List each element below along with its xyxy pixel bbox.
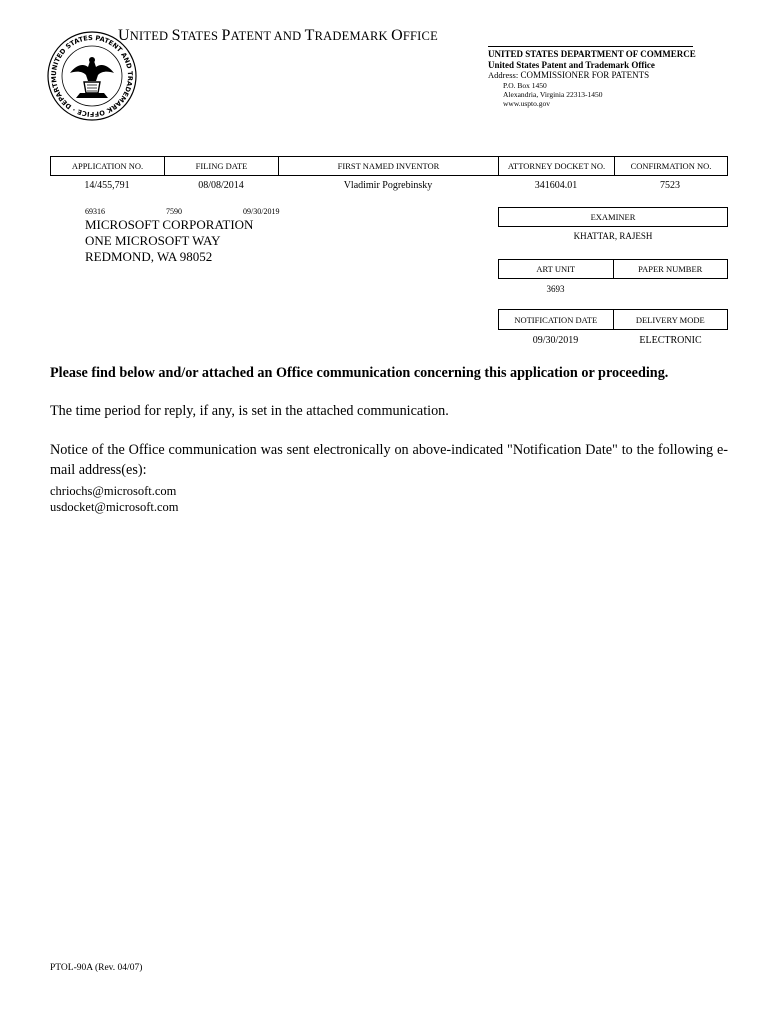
- examiner-box: [498, 207, 728, 227]
- department-name: UNITED STATES DEPARTMENT OF COMMERCE: [488, 49, 696, 59]
- correspondence-city-state: REDMOND, WA 98052: [85, 249, 213, 264]
- customer-number: 69316: [85, 207, 105, 216]
- confirmation-no-value: 7523: [660, 180, 680, 191]
- department-block: [488, 49, 696, 108]
- reply-period-text: The time period for reply, if any, is set in the attached communication.: [50, 403, 449, 419]
- col-first-named-inventor: FIRST NAMED INVENTOR: [279, 157, 499, 175]
- notification-date-value: 09/30/2019: [532, 335, 579, 346]
- form-id: PTOL-90A (Rev. 04/07): [50, 963, 143, 973]
- notification-box: [498, 309, 728, 330]
- examiner-label: EXAMINER: [590, 212, 636, 222]
- address-line: Address: COMMISSIONER FOR PATENTS: [488, 70, 650, 80]
- office-title: UNITED STATES PATENT AND TRADEMARK OFFICE: [118, 27, 438, 44]
- art-unit-value: 3693: [546, 284, 565, 294]
- email-address[interactable]: chriochs@microsoft.com: [50, 484, 177, 498]
- first-named-inventor-value: Vladimir Pogrebinsky: [343, 180, 433, 191]
- correspondence-date: 09/30/2019: [243, 207, 280, 216]
- po-box: P.O. Box 1450: [503, 80, 547, 90]
- email-address[interactable]: usdocket@microsoft.com: [50, 500, 179, 514]
- attorney-docket-value: 341604.01: [534, 180, 578, 191]
- filing-date-value: 08/08/2014: [198, 180, 244, 191]
- notification-date-label: NOTIFICATION DATE: [514, 314, 598, 325]
- application-no-value: 14/455,791: [84, 180, 130, 191]
- col-confirmation-no: CONFIRMATION NO.: [630, 161, 712, 171]
- examiner-name: KHATTAR, RAJESH: [573, 231, 653, 241]
- office-name: United States Patent and Trademark Office: [488, 59, 655, 70]
- title-rule: [488, 46, 693, 47]
- art-unit-label: ART UNIT: [536, 264, 576, 274]
- correspondence-code: 7590: [166, 207, 182, 216]
- col-application-no: APPLICATION NO.: [51, 157, 165, 175]
- col-attorney-docket-no: ATTORNEY DOCKET NO.: [499, 157, 615, 175]
- correspondence-name: MICROSOFT CORPORATION: [85, 217, 254, 232]
- communication-heading: Please find below and/or attached an Office communication concerning this application or proceeding.: [50, 365, 669, 381]
- paper-number-label: PAPER NUMBER: [613, 260, 728, 278]
- notice-text: Notice of the Office communication was sent electronically on above-indicated "Notification Date" to the following e-mail address(es):: [50, 442, 728, 478]
- delivery-mode-value: ELECTRONIC: [639, 335, 702, 346]
- website: www.uspto.gov: [503, 98, 551, 108]
- art-unit-box: [498, 259, 728, 279]
- seal-text: UNITED STATES PATENT AND TRADEMARK OFFICE · DEPARTM: [49, 33, 135, 119]
- correspondence-street: ONE MICROSOFT WAY: [85, 233, 221, 248]
- application-header-table: [50, 156, 728, 176]
- col-filing-date: FILING DATE: [165, 157, 279, 175]
- delivery-mode-label: DELIVERY MODE: [613, 310, 728, 329]
- city: Alexandria, Virginia 22313-1450: [503, 89, 603, 99]
